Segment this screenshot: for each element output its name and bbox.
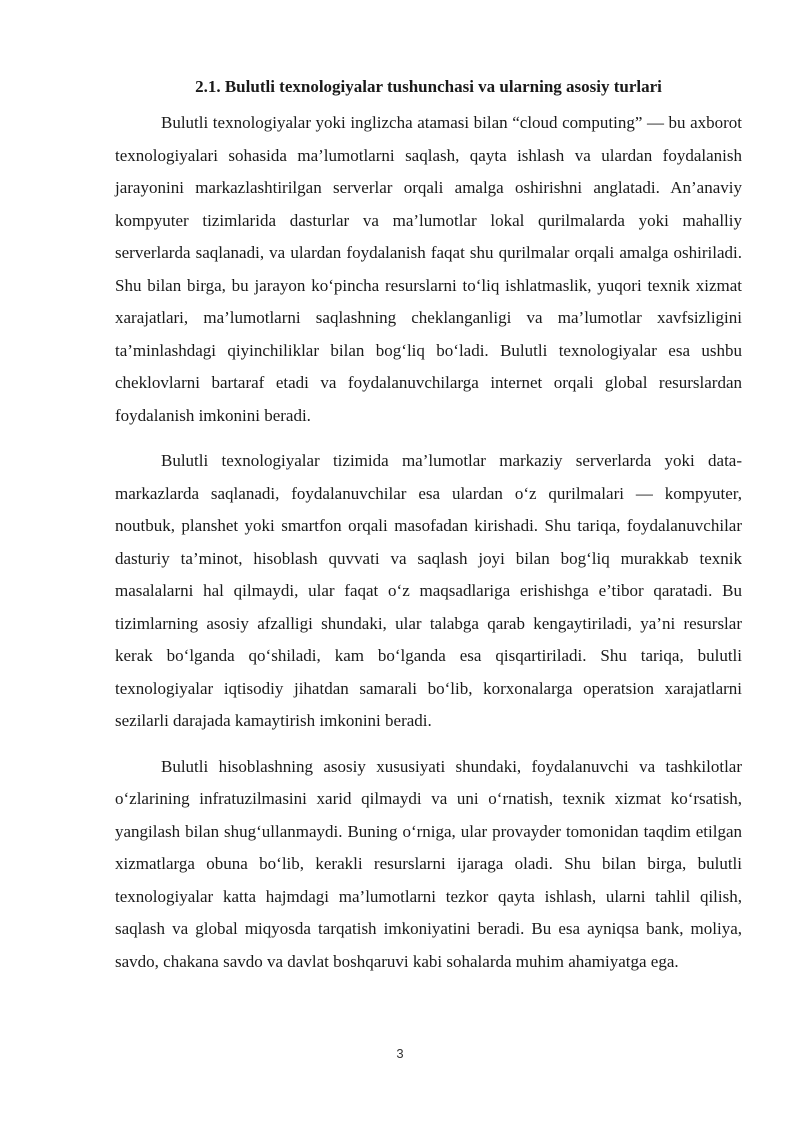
page-content xyxy=(115,71,742,991)
paragraph-3: Bulutli hisoblashning asosiy xususiyati shundaki, foydalanuvchi va tashkilotlar o‘zlarining infratuzilmasini xarid qilmaydi va uni o‘rnatish, texnik xizmat ko‘rsatish, yangilash bilan shug‘ullanmaydi. Buning o‘rniga, ular provayder tomonidan taqdim etilgan xizmatlarga obuna bo‘lib, kerakli resurslarni ijaraga oladi. Shu bilan birga, bulutli texnologiyalar katta hajmdagi ma’lumotlarni tezkor qayta ishlash, ularni tahlil qilish, saqlash va global miqyosda tarqatish imkoniyatini beradi. Bu esa ayniqsa bank, moliya, savdo, chakana savdo va davlat boshqaruvi kabi sohalarda muhim ahamiyatga ega. xyxy=(115,756,742,971)
section-title: 2.1. Bulutli texnologiyalar tushunchasi va ularning asosiy turlari xyxy=(195,77,662,96)
paragraph-2: Bulutli texnologiyalar tizimida ma’lumotlar markaziy serverlarda yoki data-markazlarda saqlanadi, foydalanuvchilar esa ulardan o‘z qurilmalari — kompyuter, noutbuk, planshet yoki smartfon orqali masofadan kirishadi. Shu tariqa, foydalanuvchilar dasturiy ta’minot, hisoblash quvvati va saqlash joyi bilan bog‘liq murakkab texnik masalalarni hal qilmaydi, ular faqat o‘z maqsadlariga erishishga e’tibor qaratadi. Bu tizimlarning asosiy afzalligi shundaki, ular talabga qarab kengaytiriladi, ya’ni resurslar kerak bo‘lganda qo‘shiladi, kam bo‘lganda esa qisqartiriladi. Shu tariqa, bulutli texnologiyalar iqtisodiy jihatdan samarali bo‘lib, korxonalarga operatsion xarajatlarni sezilarli darajada kamaytirish imkonini beradi. xyxy=(115,451,742,730)
page-number: 3 xyxy=(396,1046,404,1061)
paragraph-1: Bulutli texnologiyalar yoki inglizcha atamasi bilan “cloud computing” — bu axborot texnologiyalari sohasida ma’lumotlarni saqlash, qayta ishlash va ulardan foydalanish jarayonini markazlashtirilgan serverlar orqali amalga oshirishni anglatadi. An’anaviy kompyuter tizimlarida dasturlar va ma’lumotlar lokal qurilmalarda yoki mahalliy serverlarda saqlanadi, va ulardan foydalanish faqat shu qurilmalar orqali amalga oshiriladi. Shu bilan birga, bu jarayon ko‘pincha resurslarni to‘liq ishlatmaslik, yuqori texnik xizmat xarajatlari, ma’lumotlarni saqlashning cheklanganligi va ma’lumotlar xavfsizligini ta’minlashdagi qiyinchiliklar bilan bog‘liq bo‘ladi. Bulutli texnologiyalar esa ushbu cheklovlarni bartaraf etadi va foydalanuvchilarga internet orqali global resurslardan foydalanish imkonini beradi. xyxy=(115,113,742,425)
